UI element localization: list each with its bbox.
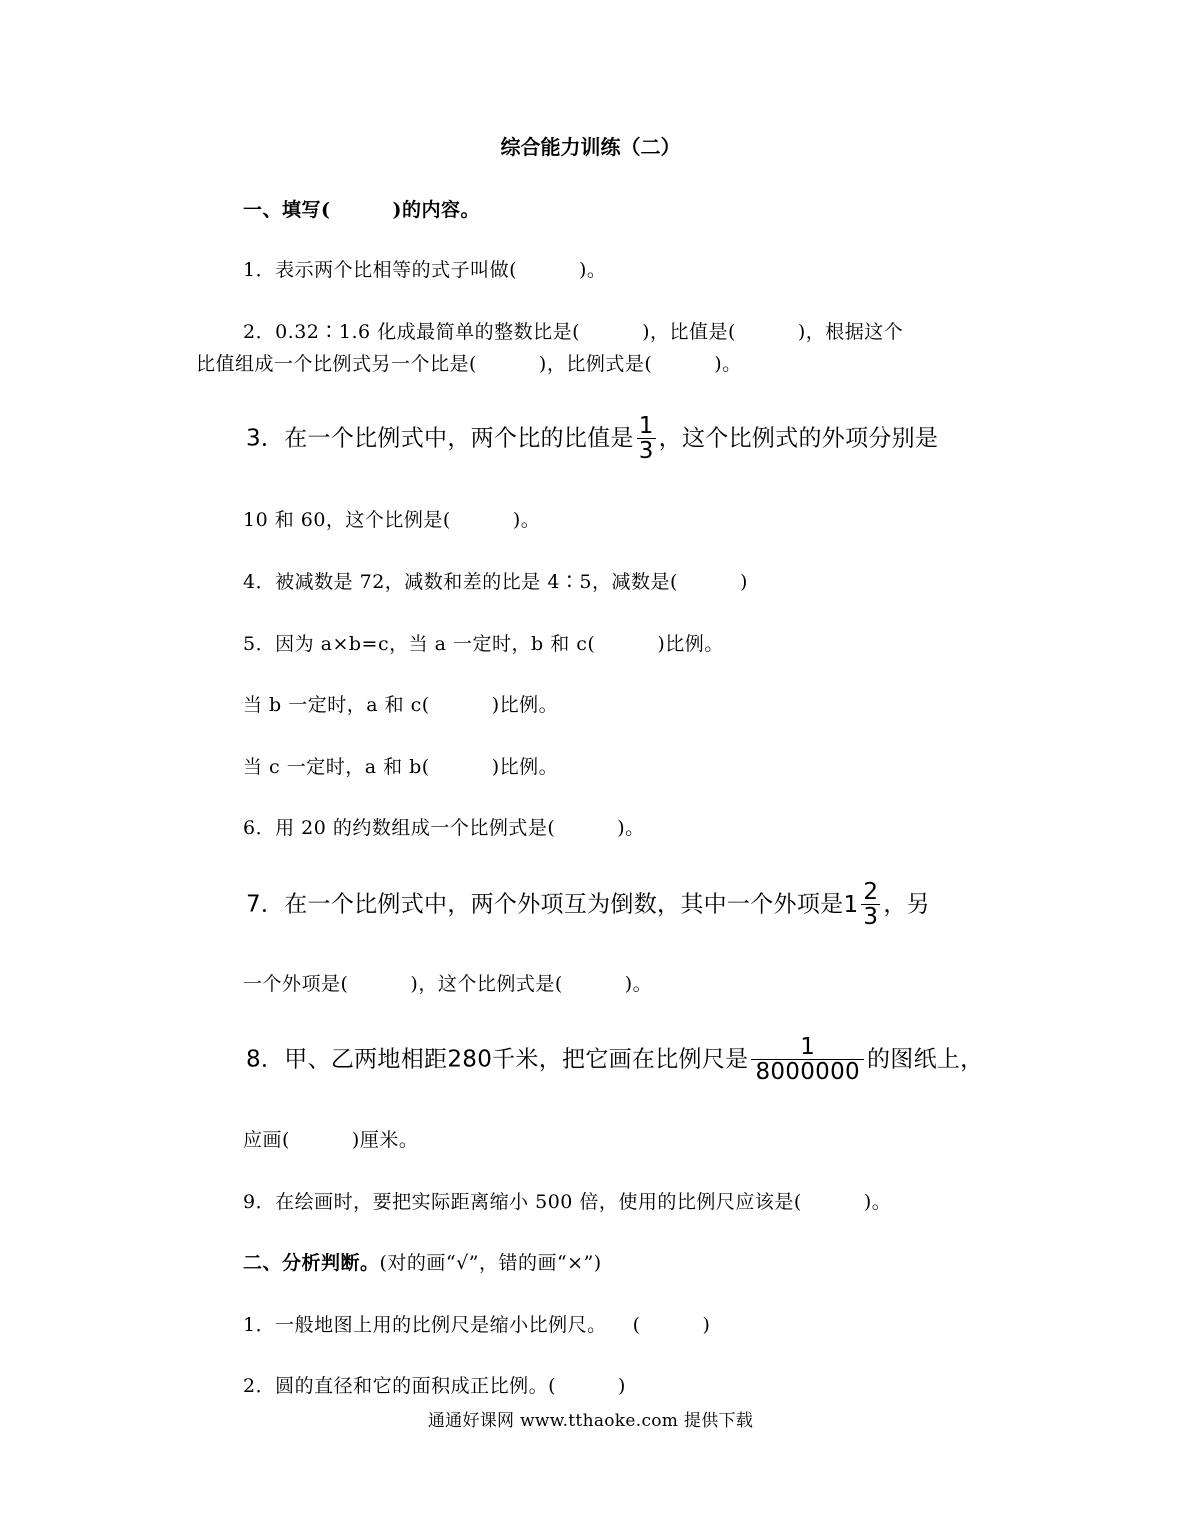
question-6-text: 6．用 20 的约数组成一个比例式是( xyxy=(243,817,556,839)
judgement-1-text: 1．一般地图上用的比例尺是缩小比例尺。 xyxy=(243,1314,607,1336)
question-6 xyxy=(243,816,645,840)
fraction-denominator: 8000000 xyxy=(755,1059,860,1085)
question-5-text-f: )比例。 xyxy=(491,756,559,778)
judgement-2-close: ) xyxy=(618,1375,626,1397)
question-2-text-b: )，比值是( xyxy=(642,321,736,343)
question-7-end: )。 xyxy=(624,973,653,995)
question-8-text-b: 的图纸上， xyxy=(866,1046,984,1073)
question-5-line-2 xyxy=(243,693,558,717)
question-5-text-b: )比例。 xyxy=(657,633,724,655)
question-5-line-1 xyxy=(243,632,724,656)
question-7-text-b: ，另 xyxy=(883,891,930,918)
question-2-text-f: )。 xyxy=(714,353,742,375)
question-2-text-d: 比值组成一个比例式另一个比是( xyxy=(196,353,477,375)
question-8-text-a: 8．甲、乙两地相距280千米，把它画在比例尺是 xyxy=(246,1046,749,1073)
page-footer: 通通好课网 www.tthaoke.com 提供下载 xyxy=(427,1411,754,1431)
question-3-line-1 xyxy=(246,414,938,463)
question-5-text-c: 当 b 一定时，a 和 c( xyxy=(243,694,430,716)
question-6-end: )。 xyxy=(617,817,645,839)
question-9 xyxy=(243,1190,891,1214)
question-3-end: )。 xyxy=(512,509,541,531)
judgement-1 xyxy=(243,1313,710,1337)
question-4-text: 4．被减数是 72，减数和差的比是 4∶5，减数是( xyxy=(243,571,678,593)
question-8-end: )厘米。 xyxy=(351,1129,419,1151)
question-4 xyxy=(243,570,748,594)
question-3-text-c: 10 和 60，这个比例是( xyxy=(243,509,451,531)
question-8-text-c: 应画( xyxy=(243,1129,290,1151)
question-1-end: )。 xyxy=(579,259,607,281)
question-3-text-a: 3．在一个比例式中，两个比的比值是 xyxy=(246,425,634,452)
judgement-2 xyxy=(243,1374,626,1398)
fraction-numerator: 1 xyxy=(638,413,654,439)
question-3-line-2 xyxy=(243,508,540,532)
question-5-line-3 xyxy=(243,755,558,779)
question-2-text-c: )，根据这个 xyxy=(797,321,904,343)
question-2-line-2 xyxy=(196,352,742,376)
fraction-numerator: 2 xyxy=(863,879,879,905)
mixed-number-whole: 1 xyxy=(843,891,859,918)
question-7-text-c: 一个外项是( xyxy=(243,973,349,995)
section-2-heading-bold: 二、分析判断。 xyxy=(243,1252,380,1274)
question-9-end: )。 xyxy=(863,1191,892,1213)
question-2-text-a: 2．0.32∶1.6 化成最简单的整数比是( xyxy=(243,321,581,343)
fraction-denominator: 3 xyxy=(863,904,879,930)
question-7-text-a: 7．在一个比例式中，两个外项互为倒数，其中一个外项是 xyxy=(246,891,844,918)
section-1-heading xyxy=(243,198,480,222)
judgement-1-open: ( xyxy=(632,1314,641,1336)
section-1-heading-post: )的内容。 xyxy=(392,199,480,221)
fraction-numerator: 1 xyxy=(751,1035,864,1060)
judgement-2-open: ( xyxy=(548,1375,557,1397)
fraction-two-thirds xyxy=(861,880,880,929)
question-7-text-d: )，这个比例式是( xyxy=(410,973,563,995)
question-9-text: 9．在绘画时，要把实际距离缩小 500 倍，使用的比例尺应该是( xyxy=(243,1191,802,1213)
section-1-heading-pre: 一、填写( xyxy=(243,199,331,221)
question-2-text-e: )，比例式是( xyxy=(538,353,653,375)
question-5-text-d: )比例。 xyxy=(491,694,559,716)
question-4-end: ) xyxy=(739,571,748,593)
judgement-1-close: ) xyxy=(702,1314,711,1336)
question-7-line-2 xyxy=(243,972,652,996)
question-8-line-1 xyxy=(246,1035,983,1084)
fraction-denominator: 3 xyxy=(638,438,654,464)
section-2-heading-note: (对的画“√”，错的画“×”) xyxy=(379,1252,602,1274)
page-title: 综合能力训练（二） xyxy=(500,135,681,159)
section-2-heading xyxy=(243,1251,602,1275)
question-5-text-a: 5．因为 a×b=c，当 a 一定时，b 和 c( xyxy=(243,633,596,655)
question-7-line-1 xyxy=(246,880,930,929)
question-8-line-2 xyxy=(243,1128,418,1152)
question-2-line-1 xyxy=(243,320,903,344)
fraction-one-third xyxy=(637,414,656,463)
question-5-text-e: 当 c 一定时，a 和 b( xyxy=(243,756,430,778)
question-1-text: 1．表示两个比相等的式子叫做( xyxy=(243,259,518,281)
fraction-scale xyxy=(751,1035,864,1084)
question-3-text-b: ，这个比例式的外项分别是 xyxy=(658,425,939,452)
judgement-2-text: 2．圆的直径和它的面积成正比例。 xyxy=(243,1375,549,1397)
question-1 xyxy=(243,258,606,282)
